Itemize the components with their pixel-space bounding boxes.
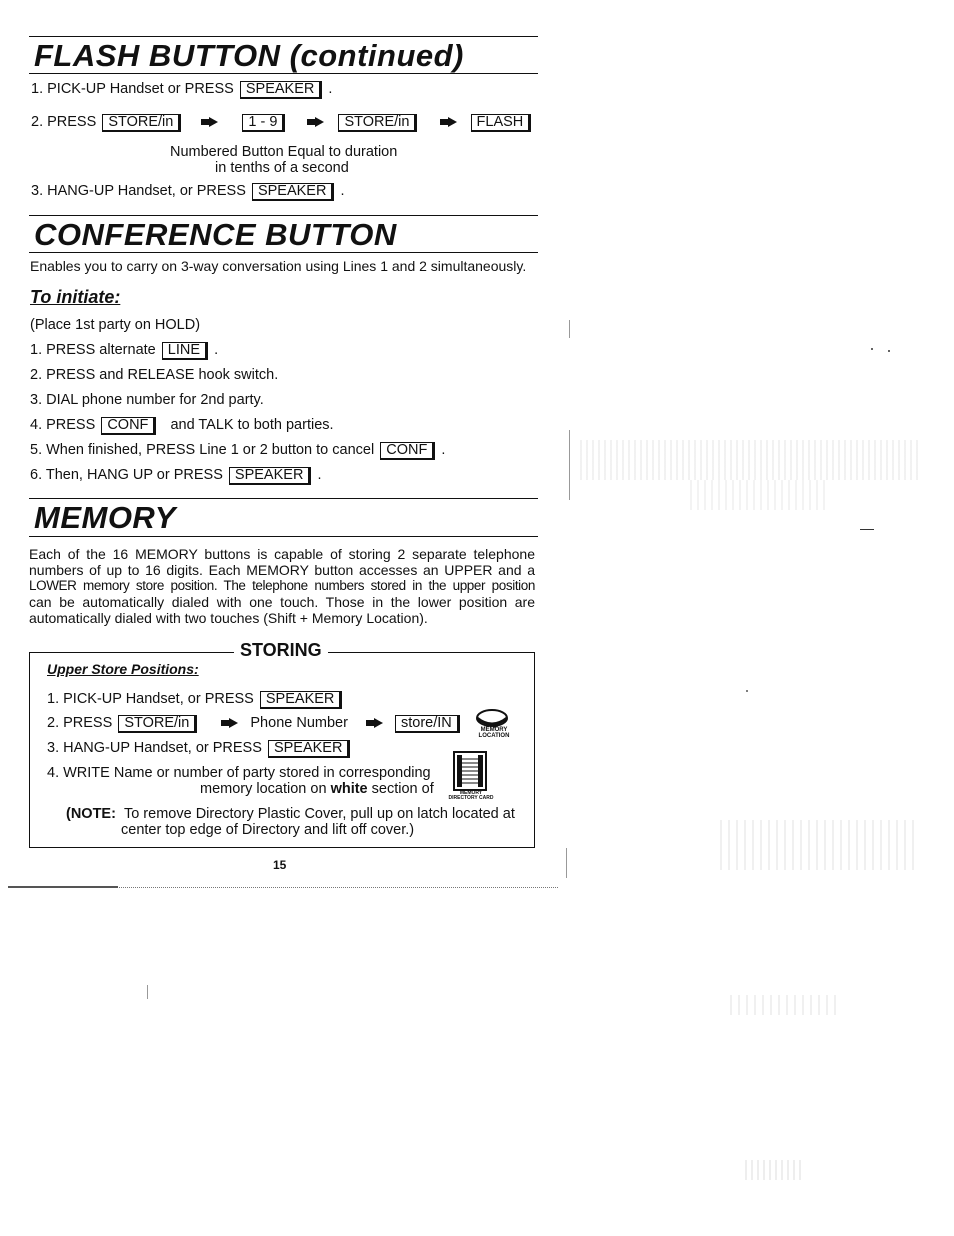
- conference-step-1: [30, 341, 218, 360]
- store-in-key: STORE/in: [338, 114, 417, 132]
- conference-step-1-end: .: [214, 342, 219, 358]
- conference-step-1-text: 1. PRESS alternate: [30, 342, 156, 358]
- memory-top-rule: [29, 498, 538, 499]
- conference-step-4-text: 4. PRESS: [30, 417, 96, 433]
- storing-step-1: [47, 690, 344, 709]
- conference-step-6: [30, 466, 321, 485]
- storing-step-4-line-1: 4. WRITE Name or number of party stored in corresponding: [47, 765, 431, 781]
- storing-step-4-text-a: memory location on: [200, 781, 327, 797]
- scan-noise: [745, 1160, 805, 1180]
- flash-key: FLASH: [471, 114, 532, 132]
- scan-noise: [720, 820, 920, 870]
- storing-step-1-text: 1. PICK-UP Handset, or PRESS: [47, 691, 254, 707]
- arrow-icon: [209, 117, 218, 127]
- conference-bottom-rule: [29, 252, 538, 253]
- scan-dot: [871, 348, 873, 350]
- note-label: (NOTE:: [66, 806, 116, 822]
- storing-step-4-text-b: section of: [371, 781, 434, 797]
- phone-number-text: Phone Number: [250, 715, 348, 731]
- conference-step-2: 2. PRESS and RELEASE hook switch.: [30, 367, 279, 383]
- storing-title: STORING: [234, 640, 328, 660]
- memory-paragraph-line-3: LOWER memory store position. The telephone numbers stored in the upper position: [29, 578, 535, 593]
- flash-top-rule: [29, 36, 538, 37]
- scan-tick: [147, 985, 148, 999]
- line-key: LINE: [162, 342, 208, 360]
- directory-card-label: MEMORY DIRECTORY CARD: [448, 790, 494, 801]
- speaker-key: SPEAKER: [260, 691, 343, 709]
- scan-noise: [690, 480, 830, 510]
- memory-paragraph-line-1: Each of the 16 MEMORY buttons is capable of storing 2 separate telephone: [29, 546, 535, 562]
- conference-title: CONFERENCE BUTTON: [34, 217, 397, 252]
- storing-step-2: [47, 714, 507, 733]
- storing-note-line-2: center top edge of Directory and lift off cover.): [121, 822, 415, 838]
- speaker-key: SPEAKER: [229, 467, 312, 485]
- scan-tick: [566, 848, 567, 878]
- conf-key: CONF: [380, 442, 435, 460]
- conference-intro: Enables you to carry on 3-way conversation using Lines 1 and 2 simultaneously.: [30, 258, 527, 274]
- flash-step-1-end: .: [328, 81, 333, 97]
- flash-note-line-1: Numbered Button Equal to duration: [170, 144, 398, 160]
- scan-dot: [746, 690, 748, 692]
- memory-bottom-rule: [29, 536, 538, 537]
- arrow-icon: [448, 117, 457, 127]
- storing-step-3: [47, 739, 352, 758]
- storing-step-3-text: 3. HANG-UP Handset, or PRESS: [47, 740, 262, 756]
- digit-key: 1 - 9: [242, 114, 285, 132]
- store-in-key: STORE/in: [102, 114, 181, 132]
- memory-paragraph-line-2: numbers of up to 16 digits. Each MEMORY button accesses an UPPER and a: [29, 562, 535, 578]
- directory-card-icon: [452, 751, 488, 791]
- white-emphasis: white: [330, 781, 368, 797]
- conference-step-6-end: .: [317, 467, 322, 483]
- scan-tick: [569, 430, 570, 500]
- flash-note-line-2: in tenths of a second: [215, 160, 349, 176]
- flash-step-1-text: 1. PICK-UP Handset or PRESS: [31, 81, 234, 97]
- storing-step-2-text: 2. PRESS: [47, 715, 113, 731]
- flash-step-2-text: 2. PRESS: [31, 114, 97, 130]
- conference-top-rule: [29, 215, 538, 216]
- memory-paragraph-line-4: can be automatically dialed with one touch. Those in the lower position are: [29, 594, 535, 610]
- conference-step-4-end: and TALK to both parties.: [170, 417, 334, 433]
- scan-noise: [730, 995, 840, 1015]
- arrow-icon: [374, 718, 383, 728]
- flash-step-3: [31, 182, 345, 201]
- flash-step-3-end: .: [340, 183, 345, 199]
- flash-step-3-text: 3. HANG-UP Handset, or PRESS: [31, 183, 246, 199]
- flash-step-1: [31, 80, 332, 99]
- conference-step-5-text: 5. When finished, PRESS Line 1 or 2 button to cancel: [30, 442, 375, 458]
- scan-dash: [860, 529, 874, 530]
- scan-dot: [888, 350, 890, 352]
- storing-step-4-line-2: [200, 780, 434, 798]
- initiate-heading: To initiate:: [30, 287, 121, 307]
- flash-bottom-rule: [29, 73, 538, 74]
- scan-tick: [569, 320, 570, 338]
- memory-paragraph-line-5: automatically dialed with two touches (Shift + Memory Location).: [29, 610, 428, 626]
- hold-note: (Place 1st party on HOLD): [30, 317, 201, 333]
- speaker-key: SPEAKER: [268, 740, 351, 758]
- flash-step-2: [31, 113, 533, 132]
- speaker-key: SPEAKER: [240, 81, 323, 99]
- upper-store-heading: Upper Store Positions:: [47, 661, 199, 677]
- conference-step-4: [30, 416, 334, 435]
- arrow-icon: [315, 117, 324, 127]
- flash-title: FLASH BUTTON (continued): [34, 38, 464, 73]
- page-number: 15: [273, 858, 287, 872]
- scan-noise: [580, 440, 920, 480]
- conference-step-5: [30, 441, 445, 460]
- store-in-key: store/IN: [395, 715, 460, 733]
- memory-title: MEMORY: [34, 500, 176, 535]
- conference-step-5-end: .: [441, 442, 446, 458]
- speaker-key: SPEAKER: [252, 183, 335, 201]
- conference-step-6-text: 6. Then, HANG UP or PRESS: [30, 467, 223, 483]
- note-text-1: To remove Directory Plastic Cover, pull up on latch located at: [123, 806, 515, 822]
- scan-edge-mark: [8, 886, 118, 888]
- arrow-icon: [229, 718, 238, 728]
- conf-key: CONF: [101, 417, 156, 435]
- memory-location-label: MEMORY LOCATION: [478, 727, 510, 739]
- store-in-key: STORE/in: [118, 715, 197, 733]
- conference-step-3: 3. DIAL phone number for 2nd party.: [30, 392, 264, 408]
